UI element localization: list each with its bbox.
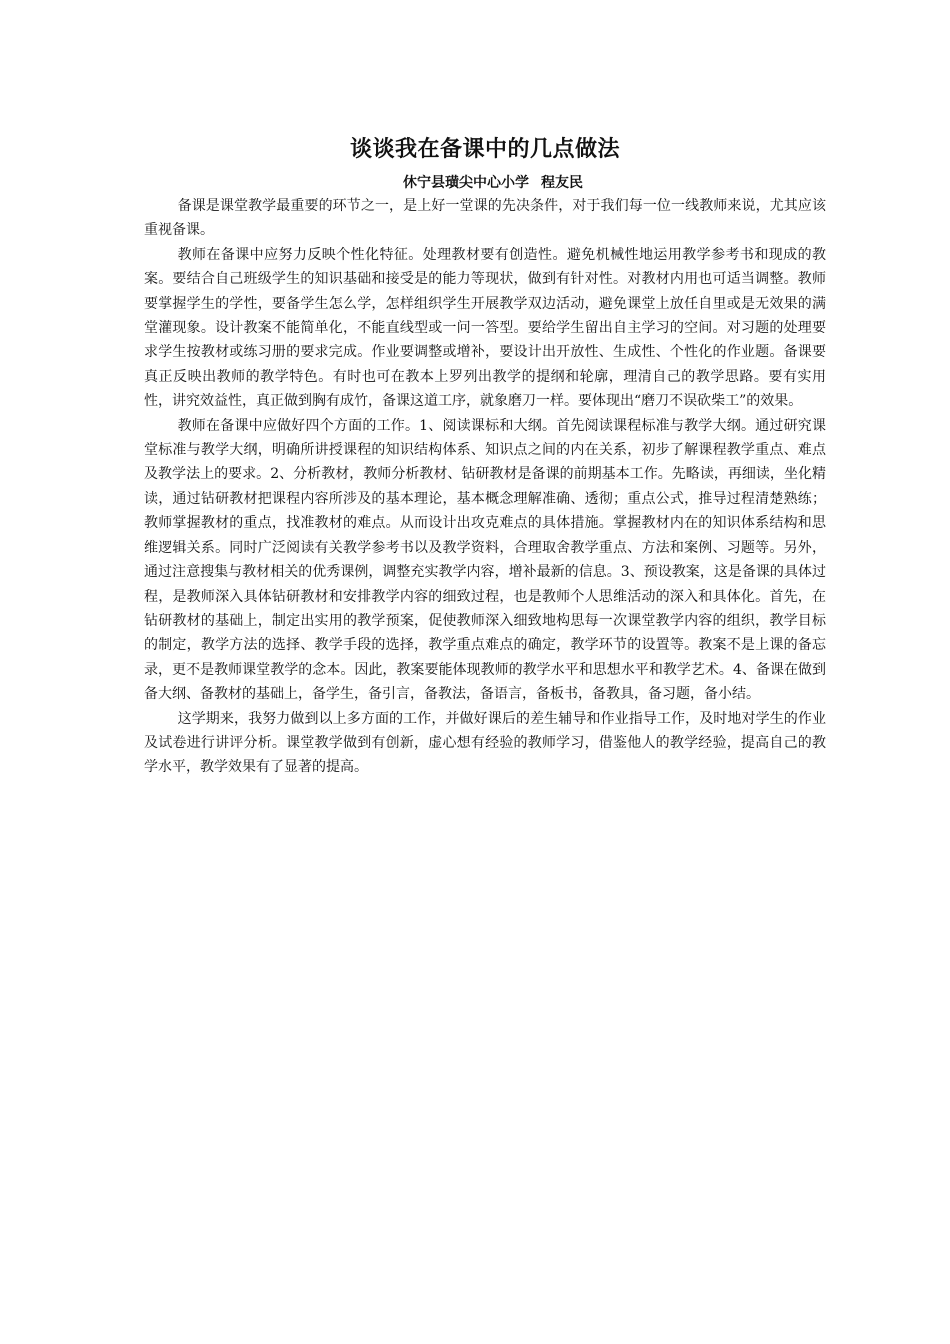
author-name: 程友民: [541, 175, 583, 191]
school-name: 休宁县璜尖中心小学: [403, 175, 529, 191]
paragraph-4: 这学期来，我努力做到以上多方面的工作，并做好课后的差生辅导和作业指导工作，及时地对学生的作业及试卷进行讲评分析。课堂教学做到有创新，虚心想有经验的教师学习，借鉴他人的教学经验，提高自己的教学水平，教学效果有了显著的提高。: [144, 710, 826, 776]
document-page: [144, 126, 826, 780]
paragraph-2: 教师在备课中应努力反映个性化特征。处理教材要有创造性。避免机械性地运用教学参考书和现成的教案。要结合自己班级学生的知识基础和接受是的能力等现状，做到有针对性。对教材内用也可适当调整。教师要掌握学生的学性，要备学生怎么学，怎样组织学生开展教学双边活动，避免课堂上放任自里或是无效果的满堂灌现象。设计教案不能简单化，不能直线型或一问一答型。要给学生留出自主学习的空间。对习题的处理要求学生按教材或练习册的要求完成。作业要调整或增补，要设计出开放性、生成性、个性化的作业题。备课要真正反映出教师的教学特色。有时也可在教本上罗列出教学的提纲和轮廓，理清自己的教学思路。要有实用性，讲究效益性，真正做到胸有成竹，备课这道工序，就象磨刀一样。要体现出“磨刀不误砍柴工”的效果。: [144, 246, 826, 410]
paragraph-1: 备课是课堂教学最重要的环节之一，是上好一堂课的先决条件，对于我们每一位一线教师来说，尤其应该重视备课。: [144, 198, 826, 239]
paragraph-3: 教师在备课中应做好四个方面的工作。1、阅读课标和大纲。首先阅读课程标准与教学大纲。通过研究课堂标准与教学大纲，明确所讲授课程的知识结构体系、知识点之间的内在关系，初步了解课程教学重点、难点及教学法上的要求。2、分析教材，教师分析教材、钻研教材是备课的前期基本工作。先略读，再细读，坐化精读，通过钻研教材把课程内容所涉及的基本理论，基本概念理解准确、透彻；重点公式，推导过程清楚熟练；教师掌握教材的重点，找准教材的难点。从而设计出攻克难点的具体措施。掌握教材内在的知识体系结构和思维逻辑关系。同时广泛阅读有关教学参考书以及教学资料，合理取舍教学重点、方法和案例、习题等。另外，通过注意搜集与教材相关的优秀课例，调整充实教学内容，增补最新的信息。3、预设教案，这是备课的具体过程，是教师深入具体钻研教材和安排教学内容的细致过程，也是教师个人思维活动的深入和具体化。首先，在钻研教材的基础上，制定出实用的教学预案，促使教师深入细致地构思每一次课堂教学内容的组织，教学目标的制定，教学方法的选择、教学手段的选择，教学重点难点的确定，教学环节的设置等。教案不是上课的备忘录，更不是教师课堂教学的念本。因此，教案要能体现教师的教学水平和思想水平和教学艺术。4、备课在做到备大纲、备教材的基础上，备学生，备引言，备教法，备语言，备板书，备教具，备习题，备小结。: [144, 417, 826, 703]
byline: [144, 172, 826, 194]
document-title: 谈谈我在备课中的几点做法: [349, 136, 620, 162]
